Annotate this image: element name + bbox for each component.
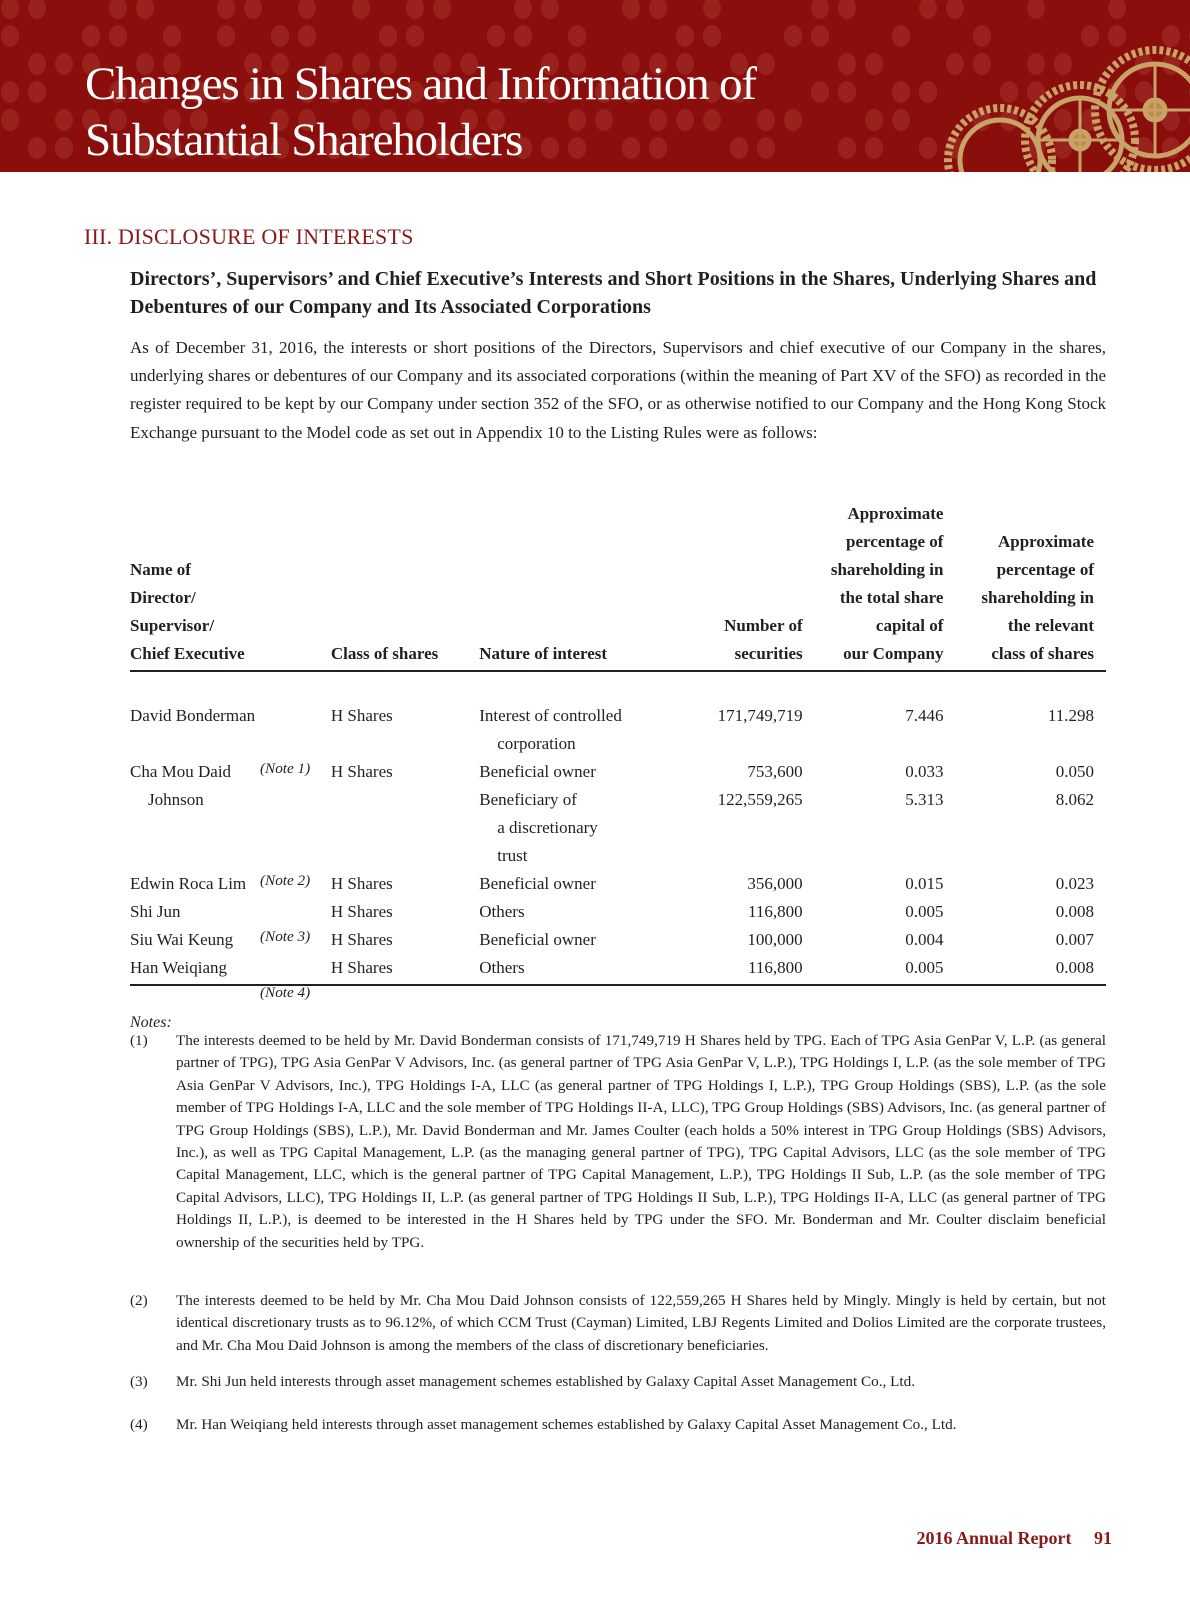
director-name: Shi Jun [130, 902, 181, 921]
decorative-dot [919, 0, 937, 19]
decorative-dot [1, 81, 19, 103]
table-spacer [130, 671, 1106, 702]
cell-class: H Shares [331, 954, 479, 985]
interests-table [130, 500, 1106, 1001]
table-row [130, 702, 1106, 758]
cell-name [130, 786, 331, 870]
decorative-dot [865, 109, 883, 131]
decorative-dot [433, 0, 451, 19]
header-line: class of shares [991, 644, 1094, 663]
table-header-row [130, 500, 1106, 671]
decorative-dot [1, 0, 19, 19]
nature-text: Beneficial owner [479, 930, 596, 949]
header-line: the total share [839, 588, 944, 607]
decorative-dot [406, 0, 424, 19]
director-name: Edwin Roca Lim [130, 874, 247, 893]
decorative-dot [109, 25, 127, 47]
nature-line [479, 702, 666, 730]
decorative-dot [109, 0, 127, 19]
director-name: Cha Mou Daid [130, 762, 232, 781]
header-line: percentage of [996, 560, 1094, 579]
note-number: (4) [130, 1416, 148, 1433]
nature-line [479, 786, 666, 814]
cell-name [130, 898, 331, 926]
decorative-dot [163, 25, 181, 47]
decorative-dot [217, 0, 235, 19]
cell-pct-total: 5.313 [905, 790, 944, 809]
note-text: Mr. Han Weiqiang held interests through asset management schemes established by Galaxy Capital Asset Management Co., Ltd. [176, 1416, 957, 1433]
cell-number: 116,800 [747, 902, 803, 921]
nature-line [479, 814, 666, 842]
note-text: The interests deemed to be held by Mr. David Bonderman consists of 171,749,719 H Shares held by TPG. Each of TPG Asia GenPar V, L.P. (as general partner of TPG), TPG Asia GenPar V Advisors, Inc. (as general partner of TPG Asia GenPar V, L.P.), TPG Holdings I, L.P. (as the sole member of TPG Asia GenPar V Advisors, Inc.), TPG Holdings I-A, LLC (as general partner of TPG Holdings I, L.P.), TPG Group Holdings (SBS), L.P. (as the sole member of TPG Holdings I-A, LLC and the sole member of TPG Holdings II-A, LLC), TPG Group Holdings (SBS) Advisors, Inc. (as general partner of TPG Group Holdings (SBS), L.P.), Mr. David Bonderman and Mr. James Coulter (each holds a 50% interest in TPG Group Holdings (SBS) Advisors, Inc.), as well as TPG Capital Management, L.P. (as the managing general partner of TPG), TPG Capital Advisors, LLC (as the sole member of TPG Capital Management, LLC, which is the general partner of TPG Capital Management, L.P.), TPG Holdings II Sub, L.P. (as the sole member of TPG Capital Advisors, LLC), TPG Holdings II, L.P. (as general partner of TPG Holdings II Sub, L.P.), TPG Holdings II-A, LLC (as general partner of TPG Holdings II, L.P.), is deemed to be interested in the H Shares held by TPG under the SFO. Mr. Bonderman and Mr. Coulter disclaim beneficial ownership of the securities held by TPG. [176, 1032, 1106, 1251]
decorative-dot [514, 25, 532, 47]
nature-text: Others [479, 902, 525, 921]
page-title-line-2: Substantial Shareholders [85, 114, 523, 166]
page-number: 91 [1094, 1528, 1112, 1548]
decorative-dot [55, 53, 73, 75]
cell-pct-class: 0.023 [1055, 874, 1094, 893]
note-number: (1) [130, 1032, 148, 1049]
decorative-dot [784, 109, 802, 131]
nature-text: trust [497, 846, 528, 865]
decorative-dot [217, 25, 235, 47]
cell-class: H Shares [330, 762, 393, 781]
header-line: Name of [130, 560, 191, 579]
header-banner [0, 0, 1190, 172]
decorative-dot [514, 0, 532, 19]
header-name [130, 500, 331, 671]
cell-name [130, 954, 331, 985]
decorative-dot [757, 109, 775, 131]
note-reference: (Note 2) [260, 872, 311, 889]
decorative-dot [55, 109, 73, 131]
decorative-dot [892, 109, 910, 131]
decorative-dot [28, 137, 46, 159]
header-line: the relevant [1007, 616, 1094, 635]
note-number: (3) [130, 1373, 148, 1390]
decorative-dot [1, 25, 19, 47]
cell-pct-total: 7.446 [905, 706, 944, 725]
cell-pct-total: 0.033 [905, 762, 944, 781]
decorative-dot [1027, 0, 1045, 19]
cell-pct-total: 0.005 [905, 902, 944, 921]
table-row [130, 898, 1106, 926]
header-line: Class of shares [330, 644, 439, 663]
page-title [85, 56, 756, 168]
decorative-dot [811, 81, 829, 103]
cell-class: H Shares [330, 706, 393, 725]
decorative-dot [649, 0, 667, 19]
cell-pct-class: 0.008 [1055, 902, 1094, 921]
cell-number: 122,559,265 [717, 790, 803, 809]
decorative-dot [244, 0, 262, 19]
decorative-dot [811, 0, 829, 19]
header-line: shareholding in [830, 560, 944, 579]
header-pct-total [815, 500, 956, 671]
cell-number: 171,749,719 [717, 706, 803, 725]
decorative-dot [838, 0, 856, 19]
cell-class: H Shares [330, 874, 393, 893]
header-line: securities [734, 644, 803, 663]
header-line: capital of [875, 616, 944, 635]
cell-number: 100,000 [747, 930, 803, 949]
decorative-dot [271, 25, 289, 47]
header-line: Number of [724, 616, 803, 635]
decorative-dot [865, 53, 883, 75]
header-line: our Company [843, 644, 944, 663]
note-number: (2) [130, 1292, 148, 1309]
cell-class: H Shares [330, 902, 393, 921]
page-footer [916, 1528, 1112, 1549]
header-line: shareholding in [981, 588, 1094, 607]
decorative-dot [406, 25, 424, 47]
nature-text: Interest of controlled [479, 706, 622, 725]
nature-text: corporation [497, 734, 576, 753]
note-reference: (Note 1) [260, 760, 311, 777]
decorative-dot [838, 137, 856, 159]
header-line: Approximate [997, 532, 1094, 551]
decorative-dot [541, 0, 559, 19]
note-text: The interests deemed to be held by Mr. Cha Mou Daid Johnson consists of 122,559,265 H Shares held by Mingly. Mingly is held by certain, but not identical discretionary trusts as to 96.12%, of which CCM Trust (Cayman) Limited, LBJ Regents Limited and Dolios Limited are the corporate trustees, and Mr. Cha Mou Daid Johnson is among the members of the class of discretionary beneficiaries. [176, 1292, 1106, 1354]
header-class [331, 500, 479, 671]
decorative-dot [676, 25, 694, 47]
table-row [130, 954, 1106, 985]
note-reference: (Note 3) [260, 928, 311, 945]
cell-pct-class: 8.062 [1055, 790, 1094, 809]
cell-number: 116,800 [666, 954, 814, 985]
decorative-dot [55, 137, 73, 159]
decorative-dot [136, 0, 154, 19]
nature-text: Beneficiary of [479, 790, 577, 809]
decorative-dot [703, 25, 721, 47]
decorative-dot [622, 0, 640, 19]
header-line: Chief Executive [130, 644, 245, 663]
note-item [130, 1290, 1106, 1357]
note-item [130, 1414, 1106, 1436]
decorative-dot [838, 81, 856, 103]
director-name: Siu Wai Keung [130, 930, 234, 949]
header-line: percentage of [846, 532, 944, 551]
decorative-dot [892, 81, 910, 103]
director-name: Han Weiqiang [130, 958, 227, 977]
cell-pct-total: 0.005 [815, 954, 956, 985]
decorative-dot [352, 0, 370, 19]
cell-number: 356,000 [747, 874, 803, 893]
cell-pct-class: 0.050 [1055, 762, 1094, 781]
decorative-dot [28, 81, 46, 103]
cell-class: H Shares [330, 930, 393, 949]
decorative-dot [703, 0, 721, 19]
note-item [130, 1371, 1106, 1393]
decorative-dot [892, 25, 910, 47]
header-line: Nature of interest [479, 644, 608, 663]
note-reference: (Note 4) [260, 984, 311, 1001]
report-title: 2016 Annual Report [916, 1528, 1072, 1548]
header-line: Supervisor/ [130, 616, 215, 635]
director-name: David Bonderman [130, 706, 256, 725]
section-heading: III. DISCLOSURE OF INTERESTS [84, 224, 414, 249]
decorative-dot [298, 0, 316, 19]
intro-paragraph: As of December 31, 2016, the interests or short positions of the Directors, Supervisors and chief executive of our Company in the shares, underlying shares or debentures of our Company and its associated corporations (within the meaning of Part XV of the SFO) as recorded in the register required to be kept by our Company under section 352 of the SFO, or as otherwise notified to our Company and the Hong Kong Stock Exchange pursuant to the Model code as set out in Appendix 10 to the Listing Rules were as follows: [130, 338, 1106, 442]
table-row [130, 786, 1106, 870]
nature-text: Beneficial owner [479, 762, 596, 781]
header-pct-class [955, 500, 1106, 671]
decorative-dot [568, 25, 586, 47]
decorative-dot [379, 25, 397, 47]
decorative-dot [784, 25, 802, 47]
sub-heading: Directors’, Supervisors’ and Chief Executive’s Interests and Short Positions in the Shares, Underlying Shares and Debentures of our Company and Its Associated Corporations [130, 268, 1097, 318]
note-text: Mr. Shi Jun held interests through asset management schemes established by Galaxy Capital Asset Management Co., Ltd. [176, 1373, 915, 1390]
decorative-dot [865, 137, 883, 159]
note-item [130, 1030, 1106, 1254]
nature-text: Beneficial owner [479, 874, 596, 893]
gears-illustration [930, 40, 1190, 172]
cell-name [130, 702, 331, 758]
cell-pct-class: 11.298 [1047, 706, 1094, 725]
notes-label: Notes: [130, 1014, 172, 1031]
decorative-dot [838, 53, 856, 75]
decorative-dot [1108, 0, 1126, 19]
header-line: Director/ [130, 588, 196, 607]
page-title-line-1: Changes in Shares and Information of [85, 58, 756, 110]
director-name-continued: Johnson [148, 790, 204, 809]
decorative-dot [487, 25, 505, 47]
decorative-dot [1, 109, 19, 131]
decorative-dot [757, 137, 775, 159]
decorative-dot [298, 25, 316, 47]
cell-pct-class: 0.008 [955, 954, 1106, 985]
decorative-dot [28, 0, 46, 19]
decorative-dot [946, 0, 964, 19]
cell-pct-class: 0.007 [1055, 930, 1094, 949]
cell-class [331, 786, 479, 870]
decorative-dot [757, 53, 775, 75]
decorative-dot [811, 25, 829, 47]
decorative-dot [28, 53, 46, 75]
cell-number: 753,600 [747, 762, 803, 781]
cell-pct-total: 0.015 [905, 874, 944, 893]
header-nature [479, 500, 666, 671]
nature-text: Others [479, 958, 525, 977]
header-line: Approximate [847, 504, 944, 523]
header-number [666, 500, 814, 671]
nature-text: a discretionary [497, 818, 598, 837]
cell-pct-total: 0.004 [905, 930, 944, 949]
decorative-dot [82, 25, 100, 47]
